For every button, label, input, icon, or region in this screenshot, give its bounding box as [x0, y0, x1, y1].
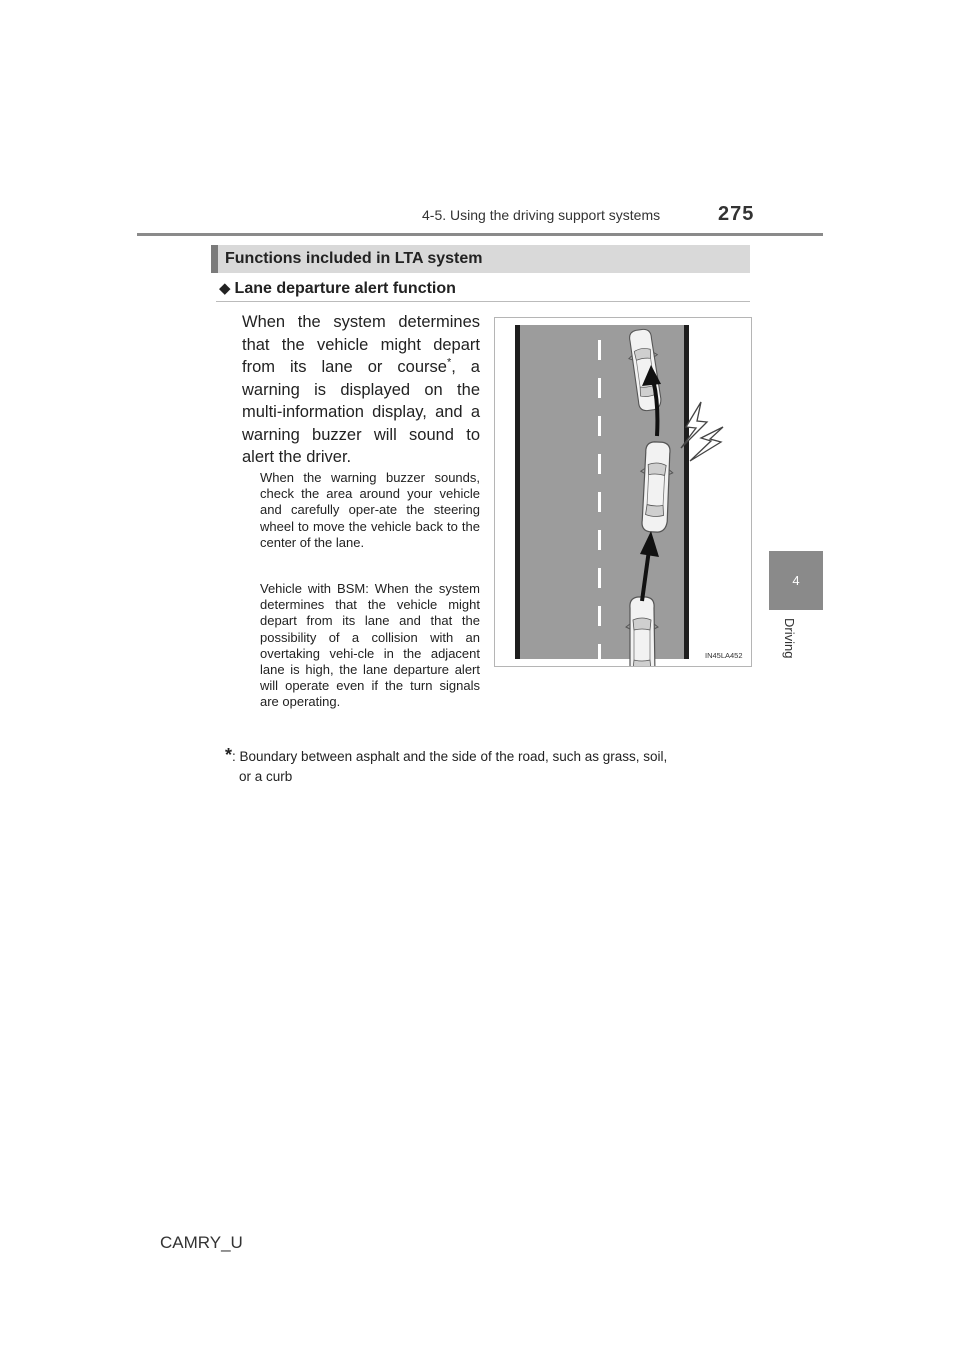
header-section-title: 4-5. Using the driving support systems [422, 207, 661, 223]
left-lane-line [515, 325, 520, 659]
header-rule [137, 233, 823, 236]
page-number: 275 [718, 203, 755, 225]
subsection-heading [219, 279, 456, 298]
model-code: CAMRY_U [160, 1233, 243, 1252]
section-title: Functions included in LTA system [225, 250, 483, 267]
car-bottom [626, 597, 658, 666]
chapter-number: 4 [792, 573, 800, 588]
chapter-title: Driving [782, 618, 797, 659]
footnote-text: : Boundary between asphalt and the side of the road, such as grass, soil, [232, 749, 668, 764]
section-accent [211, 245, 218, 273]
right-lane-line [684, 325, 689, 659]
lane-departure-illustration [494, 317, 752, 667]
body-text-part2: , a warning is displayed on the multi-information display, and a warning buzzer will sound to alert the driver. [242, 358, 480, 466]
footnote [225, 745, 755, 787]
footnote-marker: * [225, 745, 233, 765]
body-paragraph [242, 311, 480, 469]
footnote-text-continued: or a curb [239, 769, 293, 784]
figure-code: IN45LA452 [705, 651, 743, 660]
footnote-ref[interactable]: * [446, 356, 452, 369]
diamond-icon: ◆ [219, 280, 231, 297]
body-text-part1: When the system determines that the vehicle might depart from its lane or course [242, 313, 480, 376]
note-paragraph: Vehicle with BSM: When the system determines that the vehicle might depart from its lane and that the possibility of a collision with an overtaking vehi-cle in the adjacent lane is high, the lane departure alert will operate even if the turn signals are operating. [260, 581, 480, 710]
subsection-title: Lane departure alert function [234, 280, 456, 297]
note-paragraph: When the warning buzzer sounds, check the area around your vehicle and carefully oper-ate the steering wheel to move the vehicle back to the center of the lane. [260, 470, 480, 550]
center-dashed-line [598, 340, 601, 659]
section-heading-bar [211, 245, 750, 273]
chapter-tab[interactable] [769, 551, 823, 610]
subsection-rule [216, 301, 750, 302]
lane-diagram [495, 318, 751, 666]
